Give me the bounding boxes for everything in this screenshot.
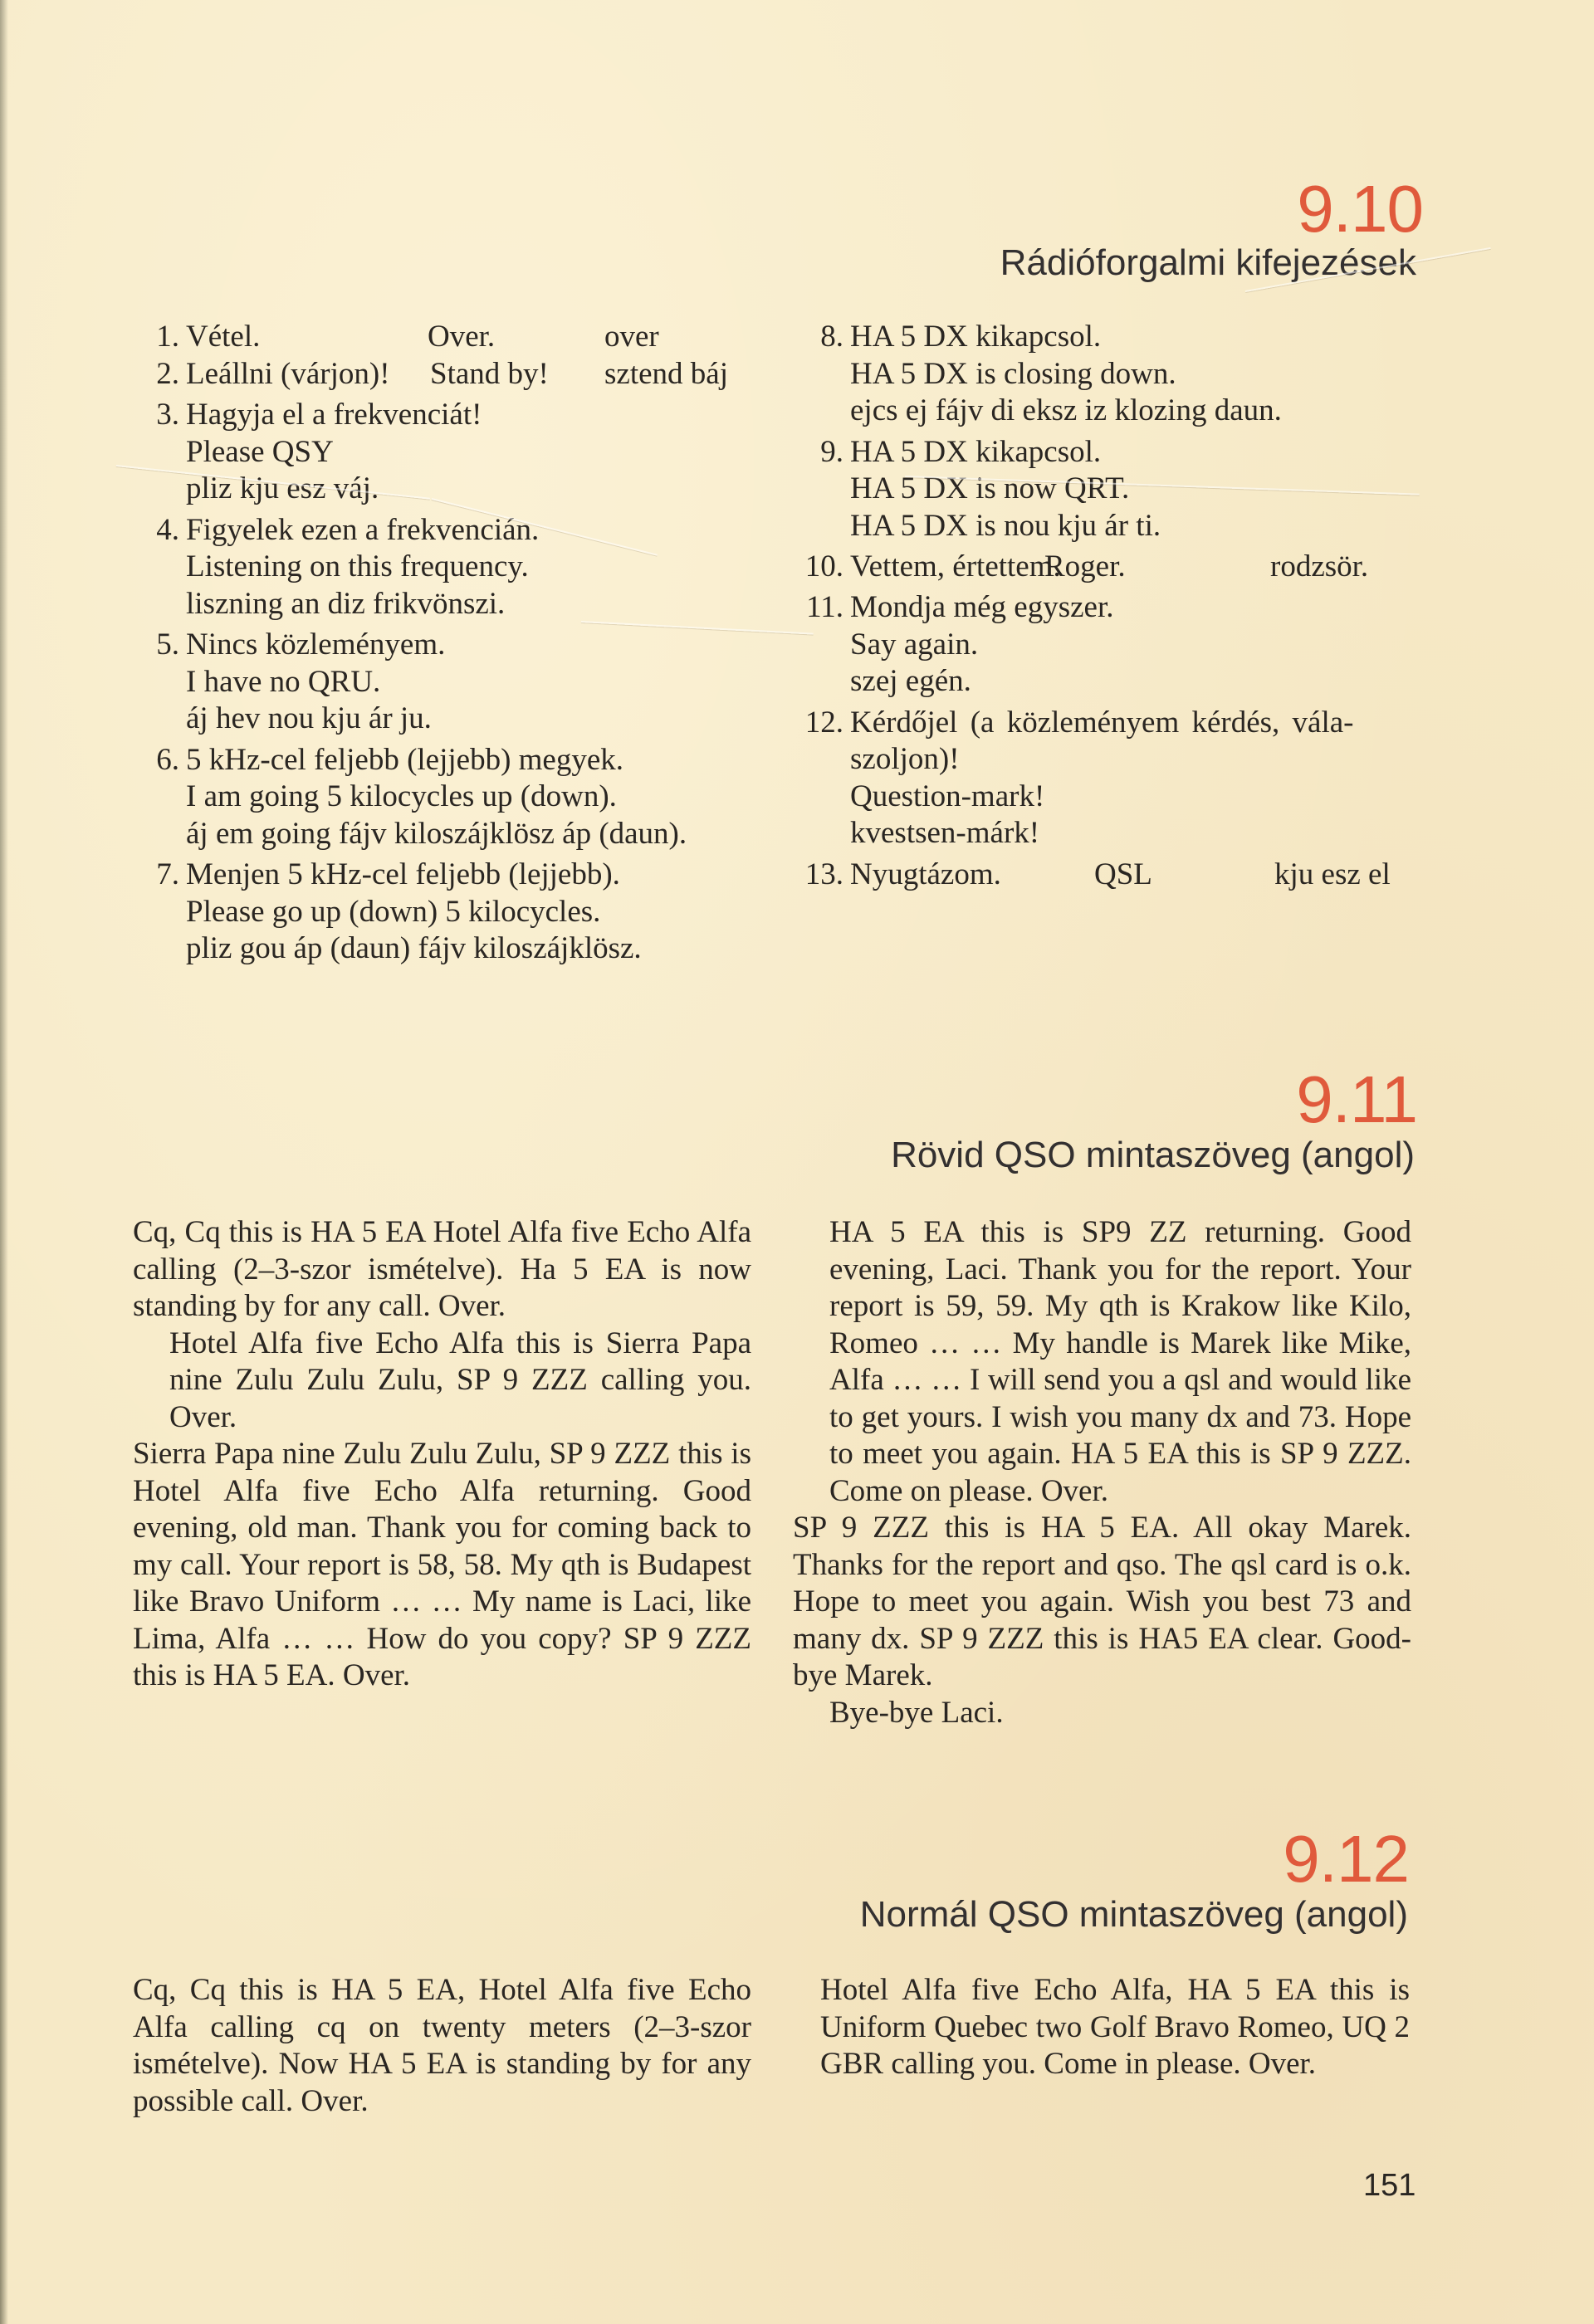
phrase-item [133,319,764,356]
section-title: Normál QSO mintaszöveg (angol) [859,1894,1408,1935]
qso-paragraph: HA 5 EA this is SP9 ZZ returning. Good evening, Laci. Thank you for the report. Your report is 59, 59. My qth is Krakow like Kilo, Romeo … … My handle is Marek like Mike, Alfa … … I will send you a qsl and would like to get yours. I wish you many dx and 73. Hope to meet you again. HA 5 EA this is SP 9 ZZZ. Come on please. Over. [829,1215,1411,1508]
item-english: Over. [428,320,496,354]
phrase-item [133,857,764,968]
qso-right-column [793,1214,1411,1731]
item-english: Say again. [850,627,979,662]
item-number: 6. [156,742,179,777]
phrase-item [133,742,764,853]
item-hungarian: Figyelek ezen a frekvencián. [186,512,540,547]
qso-left-column [133,1972,751,2120]
qso-paragraph: Cq, Cq this is HA 5 EA Hotel Alfa five Echo Alfa calling (2–3-szor ismételve). Ha 5 EA is now standing by for any call. Over. [133,1215,751,1323]
item-hungarian: Vétel. [186,320,261,354]
qso-paragraph: Cq, Cq this is HA 5 EA, Hotel Alfa five Echo Alfa calling cq on twenty meters (2–3-szor ismételve). Now HA 5 EA is standing by for any possible call. Over. [133,1973,751,2118]
item-hungarian: Kérdőjel (a közleményem kérdés, vála- [850,705,1354,740]
item-english: I am going 5 kilocycles up (down). [186,779,617,813]
item-number: 7. [156,857,179,891]
phrase-item [789,434,1428,545]
item-pronunciation: pliz kju esz váj. [186,471,379,505]
item-english: HA 5 DX is closing down. [850,356,1176,391]
item-number: 2. [156,357,179,391]
item-pronunciation: áj hev nou kju ár ju. [186,701,432,735]
item-hungarian: Hagyja el a frekvenciát! [186,398,482,432]
phrase-item [789,319,1428,430]
item-number: 4. [156,512,179,547]
qso-left-column [133,1214,751,1695]
item-number: 3. [156,398,179,432]
phrase-list-left [133,319,764,968]
section-number: 9.11 [1296,1062,1417,1136]
item-english: Please go up (down) 5 kilocycles. [186,894,601,929]
item-pronunciation: áj em going fájv kiloszájklösz áp (daun). [186,816,687,851]
item-hungarian: Vettem, értettem. [850,549,1061,583]
item-english: HA 5 DX is now QRT. [850,471,1130,505]
qso-paragraph: Sierra Papa nine Zulu Zulu Zulu, SP 9 ZZZ this is Hotel Alfa five Echo Alfa returning. Good evening, old man. Thank you for coming back to my call. Your report is 58, 58. My qth is Budapest like Bravo Uniform … … My name is Laci, like Lima, Alfa … … How do you copy? SP 9 ZZZ this is HA 5 EA. Over. [133,1437,751,1692]
item-number: 8. [820,320,843,354]
phrase-item [789,549,1428,589]
item-pronunciation: liszning an diz frikvönszi. [186,586,506,621]
item-number: 13. [804,857,843,891]
phrase-item [789,705,1428,852]
item-number: 11. [806,590,843,624]
page-number: 151 [1363,2168,1416,2203]
qso-paragraph: SP 9 ZZZ this is HA 5 EA. All okay Marek. Thanks for the report and qso. The qsl card is o.k. Hope to meet you again. Wish you best 73 and many dx. SP 9 ZZZ this is HA5 EA clear. Good-bye Marek. [793,1511,1411,1692]
qso-paragraph: Hotel Alfa five Echo Alfa, HA 5 EA this is Uniform Quebec two Golf Bravo Romeo, UQ 2 GBR calling you. Come in please. Over. [820,1973,1410,2081]
item-english: Please QSY [186,434,334,469]
item-number: 12. [804,705,843,740]
item-pronunciation: kvestsen-márk! [850,816,1040,850]
item-hungarian: Nincs közleményem. [186,627,446,662]
item-number: 9. [820,434,843,469]
section-number: 9.12 [1283,1822,1409,1896]
section-title: Rádióforgalmi kifejezések [1000,242,1416,283]
item-pronunciation: rodzsör. [1270,549,1369,583]
item-number: 10. [804,549,843,583]
item-pronunciation: sztend báj [604,357,728,391]
qso-paragraph: Hotel Alfa five Echo Alfa this is Sierra Papa nine Zulu Zulu Zulu, SP 9 ZZZ calling you. Over. [169,1326,751,1434]
item-pronunciation: ejcs ej fájv di eksz iz klozing daun. [850,393,1282,427]
item-pronunciation: szej egén. [850,664,971,698]
item-hungarian: Nyugtázom. [850,857,1001,891]
item-english: Stand by! [430,357,549,391]
item-pronunciation: kju esz el [1274,857,1391,891]
item-hungarian: Leállni (várjon)! [186,357,390,391]
item-english: Question-mark! [850,779,1045,813]
item-hungarian: Mondja még egyszer. [850,590,1114,624]
item-pronunciation: pliz gou áp (daun) fájv kiloszájklösz. [186,931,642,965]
qso-right-column [820,1972,1410,2083]
qso-paragraph: Bye-bye Laci. [829,1695,1004,1730]
item-hungarian: HA 5 DX kikapcsol. [850,320,1102,354]
item-english: QSL [1094,857,1152,891]
section-number: 9.10 [1297,172,1423,246]
item-pronunciation: over [604,320,659,354]
item-pronunciation: HA 5 DX is nou kju ár ti. [850,508,1161,543]
section-title: Rövid QSO mintaszöveg (angol) [891,1135,1415,1175]
item-hungarian-cont: szoljon)! [850,742,960,776]
phrase-item [133,397,764,508]
phrase-list-right [789,319,1428,894]
item-english: I have no QRU. [186,664,381,699]
item-number: 5. [156,627,179,662]
item-hungarian: 5 kHz-cel feljebb (lejjebb) megyek. [186,742,624,777]
item-number: 1. [156,320,179,354]
item-hungarian: Menjen 5 kHz-cel feljebb (lejjebb). [186,857,620,891]
phrase-item [133,627,764,738]
item-english: Roger. [1044,549,1126,583]
phrase-item [133,512,764,623]
item-hungarian: HA 5 DX kikapcsol. [850,434,1102,469]
phrase-item [789,857,1428,894]
item-english: Listening on this frequency. [186,549,529,583]
phrase-item [133,356,764,397]
phrase-item [789,589,1428,701]
